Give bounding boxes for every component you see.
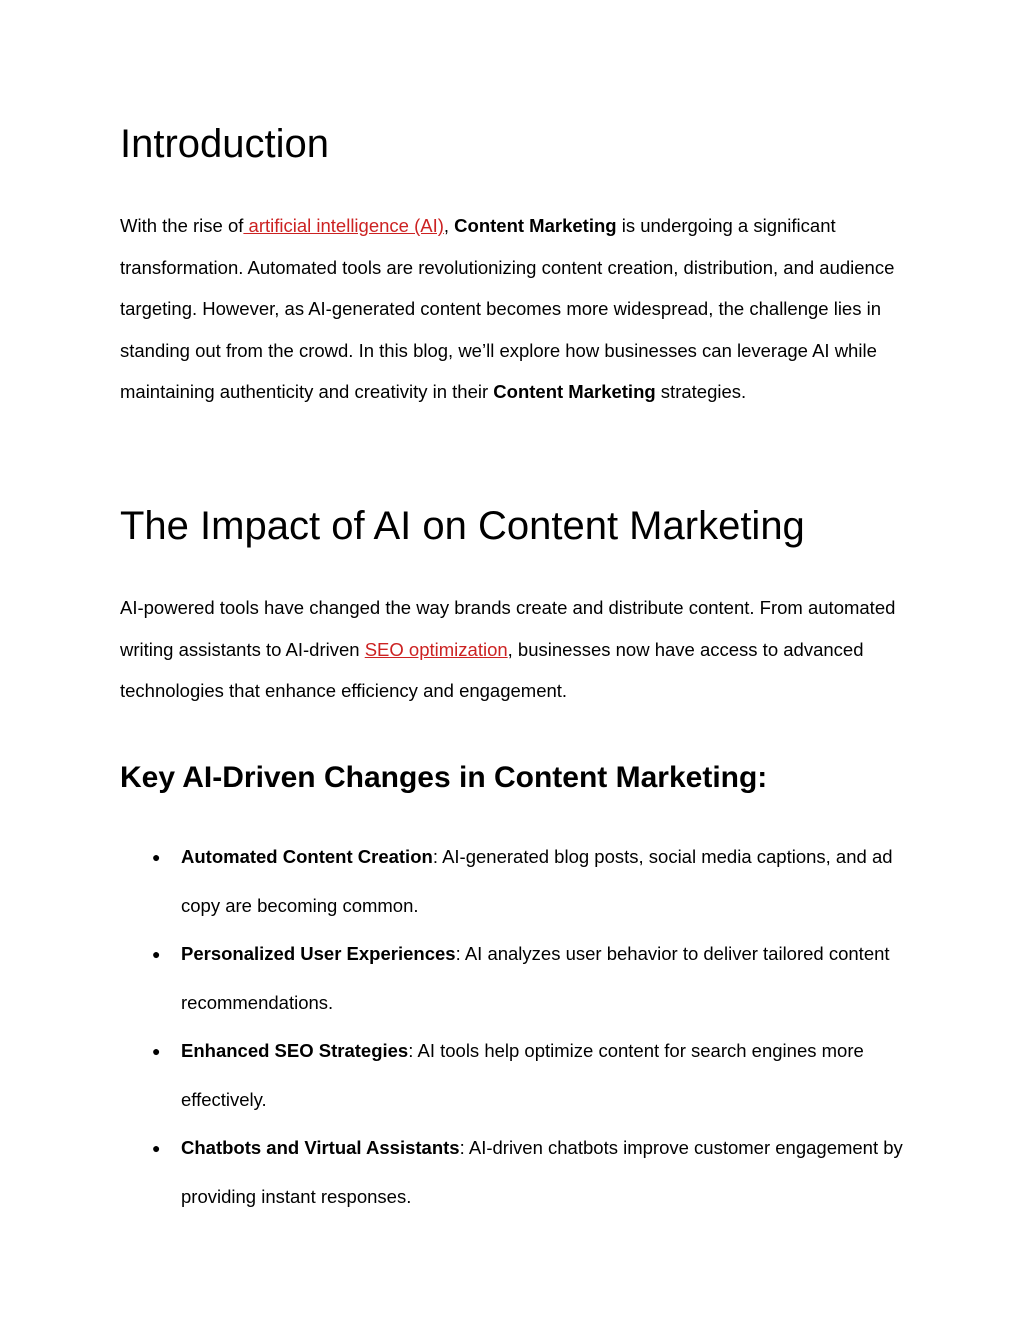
bullet-icon: ● (152, 946, 161, 962)
bullet-icon: ● (152, 1140, 161, 1156)
list-item-text: : AI analyzes user behavior to deliver tailored content recommendations. (181, 943, 890, 1013)
list-item-title: Enhanced SEO Strategies (181, 1040, 409, 1061)
impact-paragraph (120, 587, 910, 712)
list-item-text: : AI tools help optimize content for search engines more effectively. (181, 1040, 864, 1110)
intro-text-middle: is undergoing a significant transformation. Automated tools are revolutionizing content creation, distribution, and audience targeting. However, as AI-generated content becomes more widespread, the challenge lies in standing out from the crowd. In this blog, we’ll explore how businesses can leverage AI while maintaining authenticity and creativity in their (120, 215, 895, 402)
list-item-title: Chatbots and Virtual Assistants (181, 1137, 460, 1158)
key-changes-list (120, 833, 910, 1221)
list-item (120, 1124, 910, 1221)
impact-text-start: AI-powered tools have changed the way brands create and distribute content. From automated writing assistants to AI-driven (120, 597, 896, 660)
list-item (120, 1027, 910, 1124)
ai-link[interactable]: artificial intelligence (AI) (243, 215, 444, 236)
heading-key-changes: Key AI-Driven Changes in Content Marketing: (120, 761, 768, 794)
list-item-title: Automated Content Creation (181, 846, 433, 867)
intro-comma: , (443, 215, 455, 236)
heading-impact: The Impact of AI on Content Marketing (120, 504, 805, 548)
list-item-text: : AI-generated blog posts, social media captions, and ad copy are becoming common. (181, 846, 893, 916)
list-item (120, 930, 910, 1027)
intro-paragraph (120, 205, 910, 413)
list-item (120, 833, 910, 930)
impact-text-end: , businesses now have access to advanced technologies that enhance efficiency and engagement. (120, 638, 864, 701)
intro-bold-content-marketing-2: Content Marketing (493, 381, 656, 402)
intro-text-end: strategies. (655, 381, 747, 402)
seo-optimization-link[interactable]: SEO optimization (364, 638, 508, 660)
intro-bold-content-marketing-1: Content Marketing (454, 215, 617, 236)
bullet-icon: ● (152, 849, 161, 865)
bullet-icon: ● (152, 1043, 161, 1059)
list-item-text: : AI-driven chatbots improve customer engagement by providing instant responses. (181, 1137, 903, 1207)
list-item-title: Personalized User Experiences (181, 943, 456, 964)
intro-text-start: With the rise of (120, 215, 244, 236)
heading-introduction: Introduction (120, 122, 330, 166)
